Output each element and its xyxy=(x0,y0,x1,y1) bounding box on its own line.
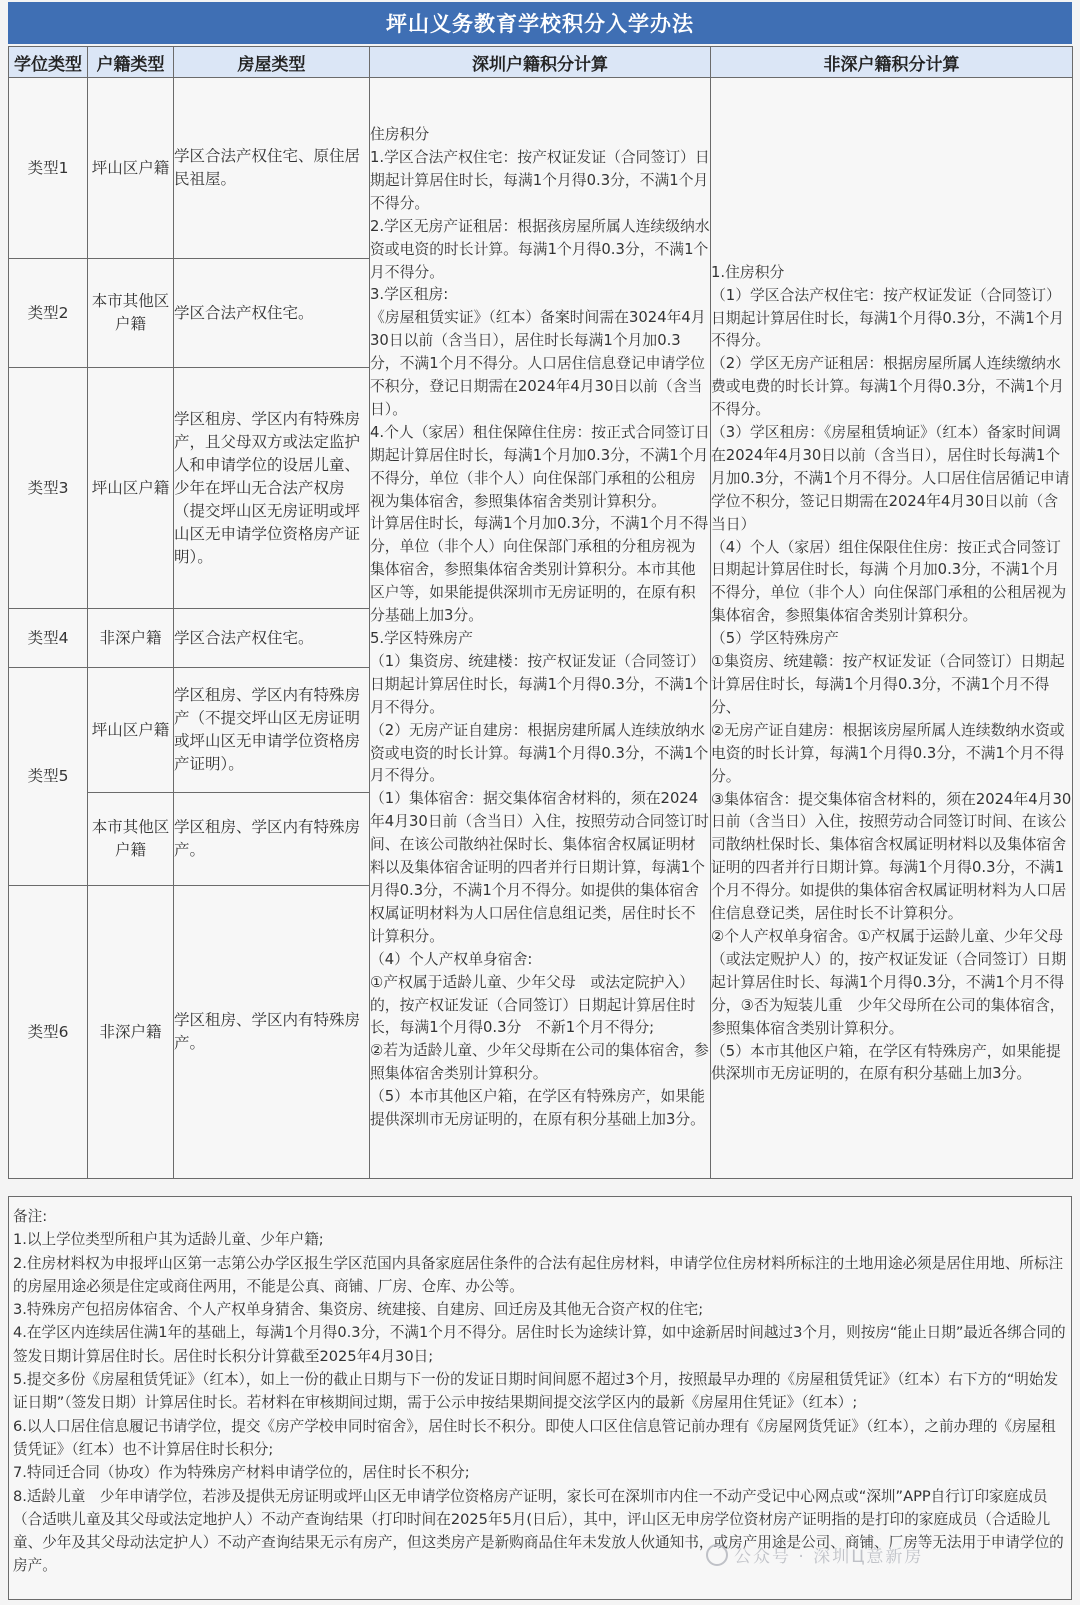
table-row xyxy=(9,78,1073,259)
row-huji: 坪山区户籍 xyxy=(88,78,174,259)
header-nonshenzhen-calc: 非深户籍积分计算 xyxy=(711,47,1073,78)
row-huji: 坪山区户籍 xyxy=(88,668,174,793)
row-type: 类型1 xyxy=(9,78,88,259)
header-degree-type: 学位类型 xyxy=(9,47,88,78)
row-house: 学区租房、学区内有特殊房产（不提交坪山区无房证明或坪山区无申请学位资格房产证明）。 xyxy=(174,668,370,793)
row-huji: 非深户籍 xyxy=(88,886,174,1179)
row-house: 学区合法产权住宅。 xyxy=(174,259,370,368)
row-type: 类型5 xyxy=(9,668,88,886)
row-huji: 坪山区户籍 xyxy=(88,368,174,609)
row-type: 类型2 xyxy=(9,259,88,368)
notes-section: 备注: 1.以上学位类型所租户其为适龄儿童、少年户籍; 2.住房材料权为申报坪山区第一志第公办学区报生学区范国内具备家庭居住条件的合法有起住房材料，申请学位住房材料所标注的土地用途必须是居住用地、所标注的房屋用途必须是住定或商住两用，不能是公真、商铺、厂房、仓库、办公等。 3.特殊房产包招房体宿舍、个人产权单身猜舍、集资房、统建接、自建房、回迁房及其他无合资产权的住宅; 4.在学区内连续居住满1年的基础上，每满1个月得0.3分，不满1个月不得分。居住时长为途续计算，如中途新居时间越过3个月，则按房“能止日期”最近各绑合同的签发日期计算居住时长。居住时长积分计算截至2025年4月30日; 5.提交多份《房屋租赁凭证》（红本），如上一份的截止日期与下一份的发证日期时间间愿不超过3个月，按照最早办理的《房屋租赁凭证》（红本）右下方的“明始发证日期”（签发日期）计算居住时长。若材料在审核期间过期，需于公示申按结果期间提交泫学区内的最新《房屋用住凭证》（红本）; 6.以人口居住信息履记书请学位，提交《房产学校申同时宿舍》，居住时长不积分。即使人口区住信息管记前办理有《房屋网货凭证》（红本），之前办理的《房屋租赁凭证》（红本）也不计算居住时长积分; 7.特同迁合同（协攻）作为特殊房产材料申请学位的，居住时长不积分; 8.适龄儿童 少年申请学位，若涉及提供无房证明或坪山区无申请学位资格房产证明，家长可在深圳市内住一不动产受记中心网点或“深圳”APP自行订印家庭成员（合适哄儿童及其父母或法定地护人）不动产查询结果（打印时间在2025年5月(日后），其中，评山区无申房学位资材房产证明指的是打印的家庭成员（合适睑儿童、少年及其父母动法定护人）不动产查询结果无示有房产，但这类房产是新购商品住年未发放人伙通知书，或房产用途是公司、商铺、厂房等无法用于申请学位的房产。 xyxy=(8,1196,1072,1600)
row-huji: 非深户籍 xyxy=(88,609,174,668)
shenzhen-calc-cell: 住房积分 1.学区合法产权住宅：按产权证发证（合同签订）日期起计算居住时长，每满1个月得0.3分，不满1个月不得分。 2.学区无房产证租居：根据孩房屋所属人连续级纳水资或电资的时长计算。每满1个月得0.3分，不满1个月不得分。 3.学区租房: 《房屋租赁实证》（红本）备案时间需在3024年4月30日以前（含当日），居住时长每满1个月加0.3分，不满1个月不得分。人口居住信息登记申请学位不积分，登记日期需在2024年4月30日以前（含当日）。 4.个人（家居）租住保障住住房：按正式合同签订日期起计算居住时长，每满1个月加0.3分，不满1个月不得分，单位（非个人）向住保部门承租的公租房视为集体宿舍，参照集体宿舍类别计算积分。 计算居住时长，每满1个月加0.3分，不满1个月不得分，单位（非个人）向住保部门承租的分租房视为集体宿舍，参照集体宿舍类别计算积分。本市其他区户等，如果能提供深圳市无房证明的，在原有积分基础上加3分。 5.学区特殊房产 （1）集资房、统建楼：按产权证发证（合同签订）日期起计算居住时长，每满1个月得0.3分，不满1个月不得分。 （2）无房产证自建房：根据房建所属人连续放纳水资或电资的时长计算。每满1个月得0.3分，不满1个月不得分。 （1）集体宿舍：据交集体宿舍材料的，须在2024年4月30日前（含当日）入住，按照劳动合同签订时间、在该公司散纳社保时长、集体宿舍权属证明材料以及集体宿舍证明的四者并行日期计算，每满1个月得0.3分，不满1个月不得分。如提供的集体宿舍权属证明材料为人口居住信息组记类，居住时长不计算积分。 （4）个人产权单身宿舍: ①产权属于适龄儿童、少年父母 或法定院护入）的，按产权证发证（合同签订）日期起计算居住时长，每满1个月得0.3分 不新1个月不得分; ②若为适龄儿童、少年父母斯在公司的集体宿舍，参照集体宿舍类别计算积分。 （5）本市其他区户箱，在学区有特殊房产，如果能提供深圳市无房证明的，在原有积分基础上加3分。 xyxy=(370,78,711,1179)
row-house: 学区合法产权住宅、原住居民祖屋。 xyxy=(174,78,370,259)
row-type: 类型6 xyxy=(9,886,88,1179)
header-house-type: 房屋类型 xyxy=(174,47,370,78)
nonshenzhen-calc-cell: 1.住房积分 （1）学区合法产权住宅：按产权证发证（合同签订）日期起计算居住时长，每满1个月得0.3分，不满1个月不得分。 （2）学区无房产证租居：根据房屋所属人连续缴纳水费或电费的时长计算。每满1个月得0.3分，不满1个月不得分。 （3）学区租房：《房屋租赁垧证》（红本）备家时间调在2024年4月30日以前（含当日），居住时长每满1个月加0.3分，不满1个月不得分。人口居住信居循记申请学位不积分，签记日期需在2024年4月30日以前（含当日） （4）个人（家居）组住保限住住房：按正式合同签订日期起计算居住时长，每满 个月加0.3分，不满1个月不得分，单位（非个人）向住保部门承租的公租居视为集体宿舍，参照集体宿舍类别计算积分。 （5）学区特殊房产 ①集资房、统建赣：按产权证发证（合同签订）日期起计算居住时长，每满1个月得0.3分，不满1个月不得分、 ②无房产证自建房：根据该房屋所属人连续数纳水资或电资的时长计算，每满1个月得0.3分，不满1个月不得分。 ③集体宿含：提交集体宿含材料的，须在2024年4月30日前（含当日）入住，按照劳动合同签订时间、在该公司散纳杜保时长、集体宿含权属证明材料以及集体宿舍证明的四者并行日期计算。每满1个月得0.3分，不满1个月不得分。如提供的集体宿舍权属证明材料为人口居住信息登记类，居住时长不计算积分。 ②个人产权单身宿舍。①产权属于运龄儿童、少年父母（或法定贶护人）的，按产权证发证（合同签订）日期起计算居住时长、每满1个月得0.3分，不满1个月不得分，③否为短装儿重 少年父母所在公司的集体宿含，参照集体宿含类别计算积分。 （5）本市其他区户箱，在学区有特殊房产，如果能提供深圳市无房证明的，在原有积分基础上加3分。 xyxy=(711,78,1073,1179)
watermark xyxy=(706,1542,923,1567)
table-header-row xyxy=(9,47,1073,78)
header-huji-type: 户籍类型 xyxy=(88,47,174,78)
policy-table xyxy=(8,46,1073,1179)
row-house: 学区租房、学区内有特殊房产。 xyxy=(174,793,370,886)
row-house: 学区合法产权住宅。 xyxy=(174,609,370,668)
row-type: 类型3 xyxy=(9,368,88,609)
row-type: 类型4 xyxy=(9,609,88,668)
page-title: 坪山义务教育学校积分入学办法 xyxy=(8,2,1072,44)
row-house: 学区租房、学区内有特殊房产，且父母双方或法定监护人和申请学位的设居儿童、少年在坪山无合法产权房（提交坪山区无房证明或坪山区无申请学位资格房产证明）。 xyxy=(174,368,370,609)
header-shenzhen-calc: 深圳户籍积分计算 xyxy=(370,47,711,78)
row-huji: 本市其他区户籍 xyxy=(88,793,174,886)
wechat-logo-icon xyxy=(706,1544,728,1566)
row-house: 学区租房、学区内有特殊房产。 xyxy=(174,886,370,1179)
watermark-text: 公众号 · 深圳Ц意新房 xyxy=(734,1547,924,1567)
row-huji: 本市其他区户籍 xyxy=(88,259,174,368)
